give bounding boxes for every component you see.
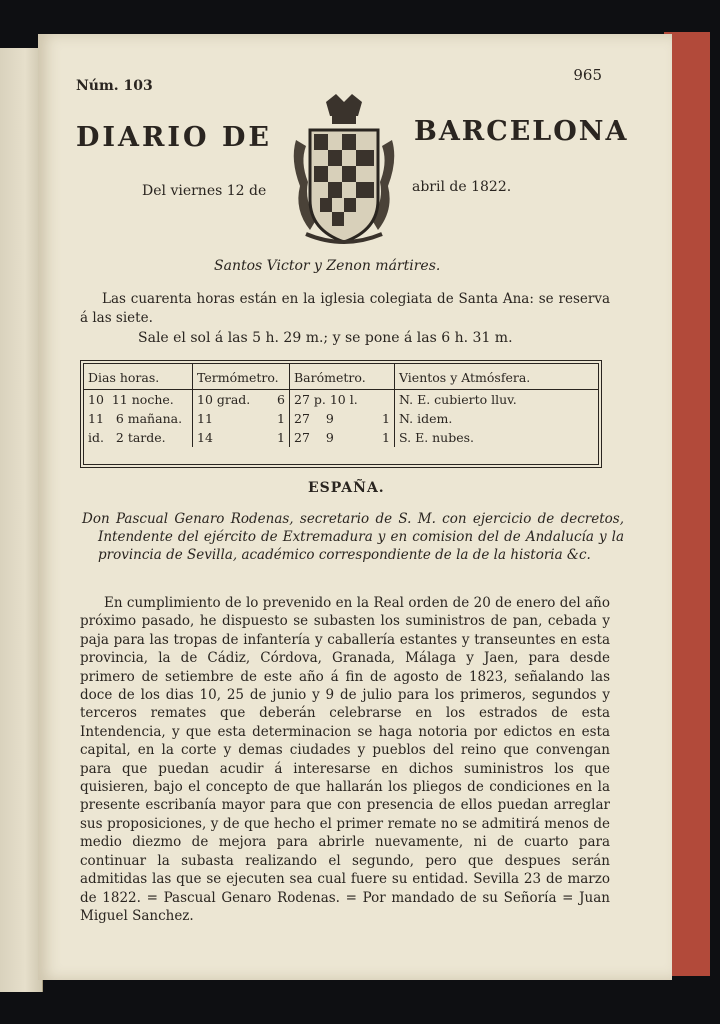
barometer-cell: 27 bbox=[294, 411, 310, 426]
thermometer-fraction: 1 bbox=[277, 411, 285, 426]
page-number: 965 bbox=[573, 66, 602, 84]
day-cell: 11 bbox=[88, 411, 104, 426]
barometer-lines: 9 bbox=[325, 411, 334, 426]
hour-cell: 11 noche. bbox=[111, 392, 174, 407]
table-row bbox=[84, 428, 598, 447]
barometer-fraction: 1 bbox=[382, 411, 390, 426]
decree-body: En cumplimiento de lo prevenido en la Real orden de 20 de enero del año próximo pasado, he dispuesto se subasten los suministros de pan, cebada y paja para las tropas de infantería y caballería estantes y transeuntes en esta provincia, la de Cádiz, Córdova, Granada, Málaga y Jaen, para desde primero de setiembre de este año á fin de agosto de 1823, señalando las doce de los dias 10, 25 de junio y 9 de julio para los primeros, segundos y terceros remates que deberán celebrarse en los estrados de esta Intendencia, y que esta determinacion se haga notoria por edictos en esta capital, en la corte y demas ciudades y pueblos del reino que convengan para que puedan acudir á interesarse en dichos suministros los que quisieren, bajo el concepto de que hallarán los pliegos de condiciones en la presente escribanía mayor para que con presencia de ellos puedan arreglar sus proposiciones, y de que hecho el primer remate no se admitirá menos de medio diezmo de mejora para abrirle nuevamente, ni de cuarto para continuar la subasta realizando el segundo, pero que despues serán admitidas las que se ejecuten sea cual fuere su entidad. Sevilla 23 de marzo de 1822. = Pascual Genaro Rodenas. = Por mandado de su Señoría = Juan Miguel Sanchez. bbox=[80, 595, 610, 924]
wind-cell: S. E. nubes. bbox=[399, 430, 475, 445]
thermometer-cell: 10 grad. bbox=[197, 392, 251, 407]
sunrise-sunset: Sale el sol á las 5 h. 29 m.; y se pone á las 6 h. 31 m. bbox=[138, 330, 513, 346]
barometer-lines: 9 bbox=[325, 430, 334, 445]
table-row bbox=[84, 409, 598, 428]
day-cell: id. bbox=[88, 430, 104, 445]
wind-cell: N. E. cubierto lluv. bbox=[399, 392, 517, 407]
barometer-cell: 27 bbox=[294, 430, 310, 445]
date-left: Del viernes 12 de bbox=[142, 183, 267, 199]
table-row bbox=[84, 390, 598, 410]
hour-cell: 2 tarde. bbox=[115, 430, 166, 445]
forty-hours-notice: Las cuarenta horas están en la iglesia colegiata de Santa Ana: se reserva á las siete. bbox=[80, 291, 610, 326]
column-header: Dias horas. bbox=[84, 364, 193, 390]
section-heading: ESPAÑA. bbox=[308, 480, 385, 496]
decree-header: Don Pascual Genaro Rodenas, secretario de S. M. con ejercicio de decretos, Intendente del ejército de Extremadura y en comision del de Andalucía y la provincia de Sevilla, académico correspondiente de la de la historia &c. bbox=[82, 511, 624, 563]
coat-of-arms-icon bbox=[286, 90, 402, 250]
masthead-title-right: BARCELONA bbox=[414, 116, 629, 147]
barometer-fraction: 1 bbox=[382, 430, 390, 445]
barometer-cell: 27 p. 10 l. bbox=[294, 392, 358, 407]
issue-number: Núm. 103 bbox=[76, 78, 153, 94]
thermometer-fraction: 1 bbox=[277, 430, 285, 445]
column-header: Vientos y Atmósfera. bbox=[395, 364, 599, 390]
hour-cell: 6 mañana. bbox=[115, 411, 183, 426]
wind-cell: N. idem. bbox=[399, 411, 453, 426]
saints-of-day: Santos Victor y Zenon mártires. bbox=[214, 258, 441, 274]
thermometer-fraction: 6 bbox=[277, 392, 285, 407]
thermometer-cell: 14 bbox=[197, 430, 213, 445]
column-header: Termómetro. bbox=[193, 364, 290, 390]
newspaper-page bbox=[38, 34, 672, 980]
masthead-title-left: DIARIO DE bbox=[76, 122, 272, 153]
date-right: abril de 1822. bbox=[412, 179, 512, 195]
weather-table bbox=[80, 360, 602, 468]
thermometer-cell: 11 bbox=[197, 411, 213, 426]
left-page-edge bbox=[0, 48, 43, 992]
column-header: Barómetro. bbox=[290, 364, 395, 390]
day-cell: 10 bbox=[88, 392, 104, 407]
